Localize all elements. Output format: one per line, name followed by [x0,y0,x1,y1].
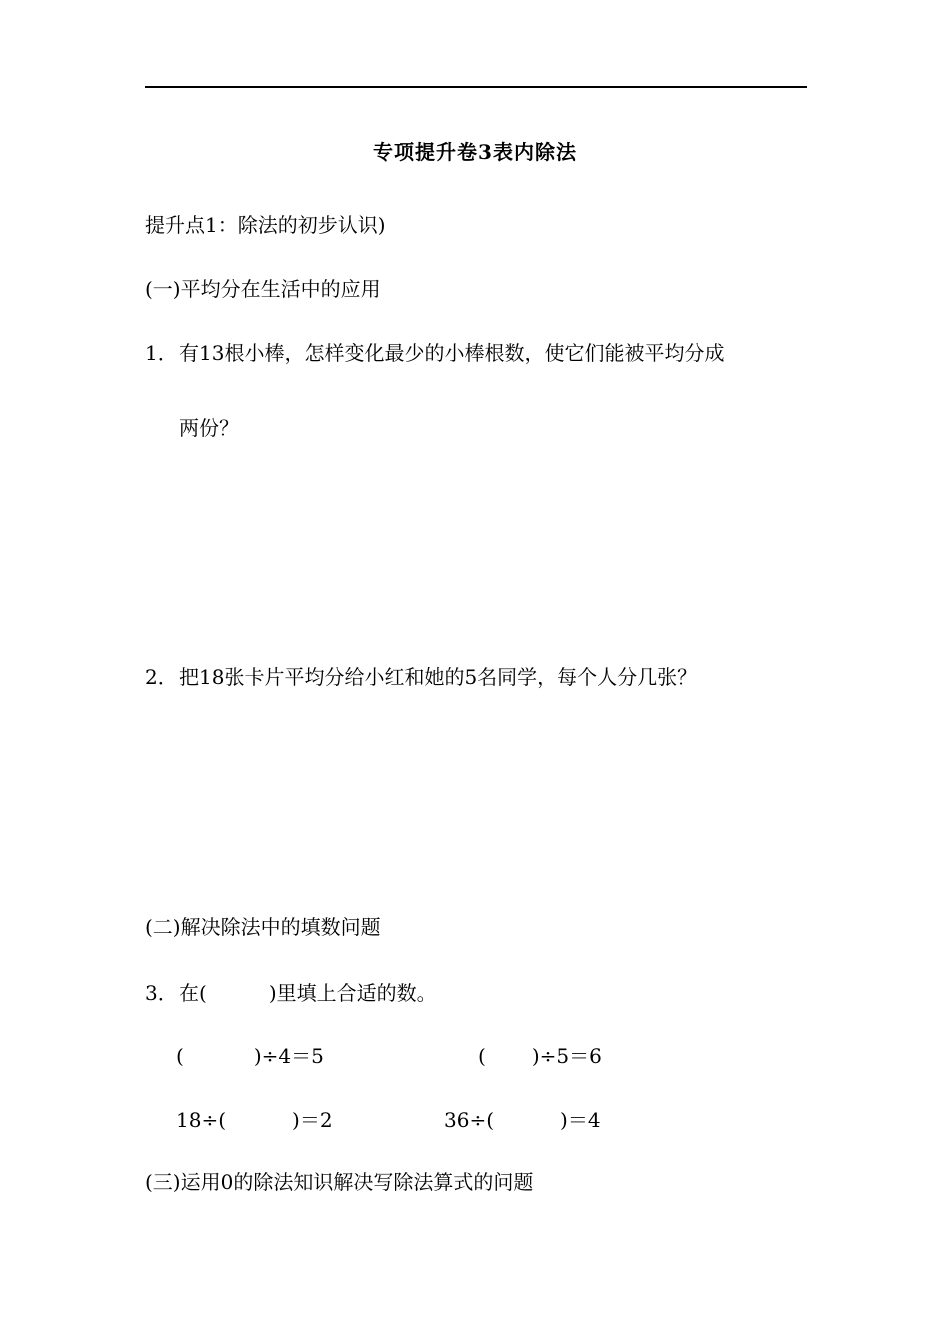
question-text: 有13根小棒，怎样变化最少的小棒根数，使它们能被平均分成 [179,341,725,365]
header-rule [145,86,807,88]
page-title: 专项提升卷3表内除法 [373,140,577,164]
equation-open: ( [478,1044,486,1068]
question-number: 1． [145,341,178,365]
equation-open: 18÷( [176,1108,227,1132]
point-heading: 提升点1：除法的初步认识) [145,213,386,237]
equation-close: )＝2 [292,1108,333,1132]
question-text-a: 在( [179,981,207,1005]
question-text: 把18张卡片平均分给小红和她的5名同学，每个人分几张？ [179,665,698,689]
question-number: 3． [145,981,178,1005]
question-1-line-1 [145,341,724,365]
equation-4 [444,1108,601,1132]
equation-close: )÷5＝6 [531,1044,602,1068]
section-heading-2: (二)解决除法中的填数问题 [145,915,381,939]
section-heading-1: (一)平均分在生活中的应用 [145,277,381,301]
equation-open: ( [176,1044,184,1068]
question-text-b: )里填上合适的数。 [268,981,437,1005]
question-2 [145,665,697,689]
question-3 [145,981,437,1005]
equation-open: 36÷( [444,1108,495,1132]
equation-1 [176,1044,324,1068]
equation-close: )÷4＝5 [253,1044,324,1068]
equation-3 [176,1108,333,1132]
question-1-line-2: 两份？ [179,416,239,440]
section-heading-3: (三)运用0的除法知识解决写除法算式的问题 [145,1170,534,1194]
equation-2 [478,1044,602,1068]
question-number: 2． [145,665,178,689]
equation-close: )＝4 [560,1108,601,1132]
